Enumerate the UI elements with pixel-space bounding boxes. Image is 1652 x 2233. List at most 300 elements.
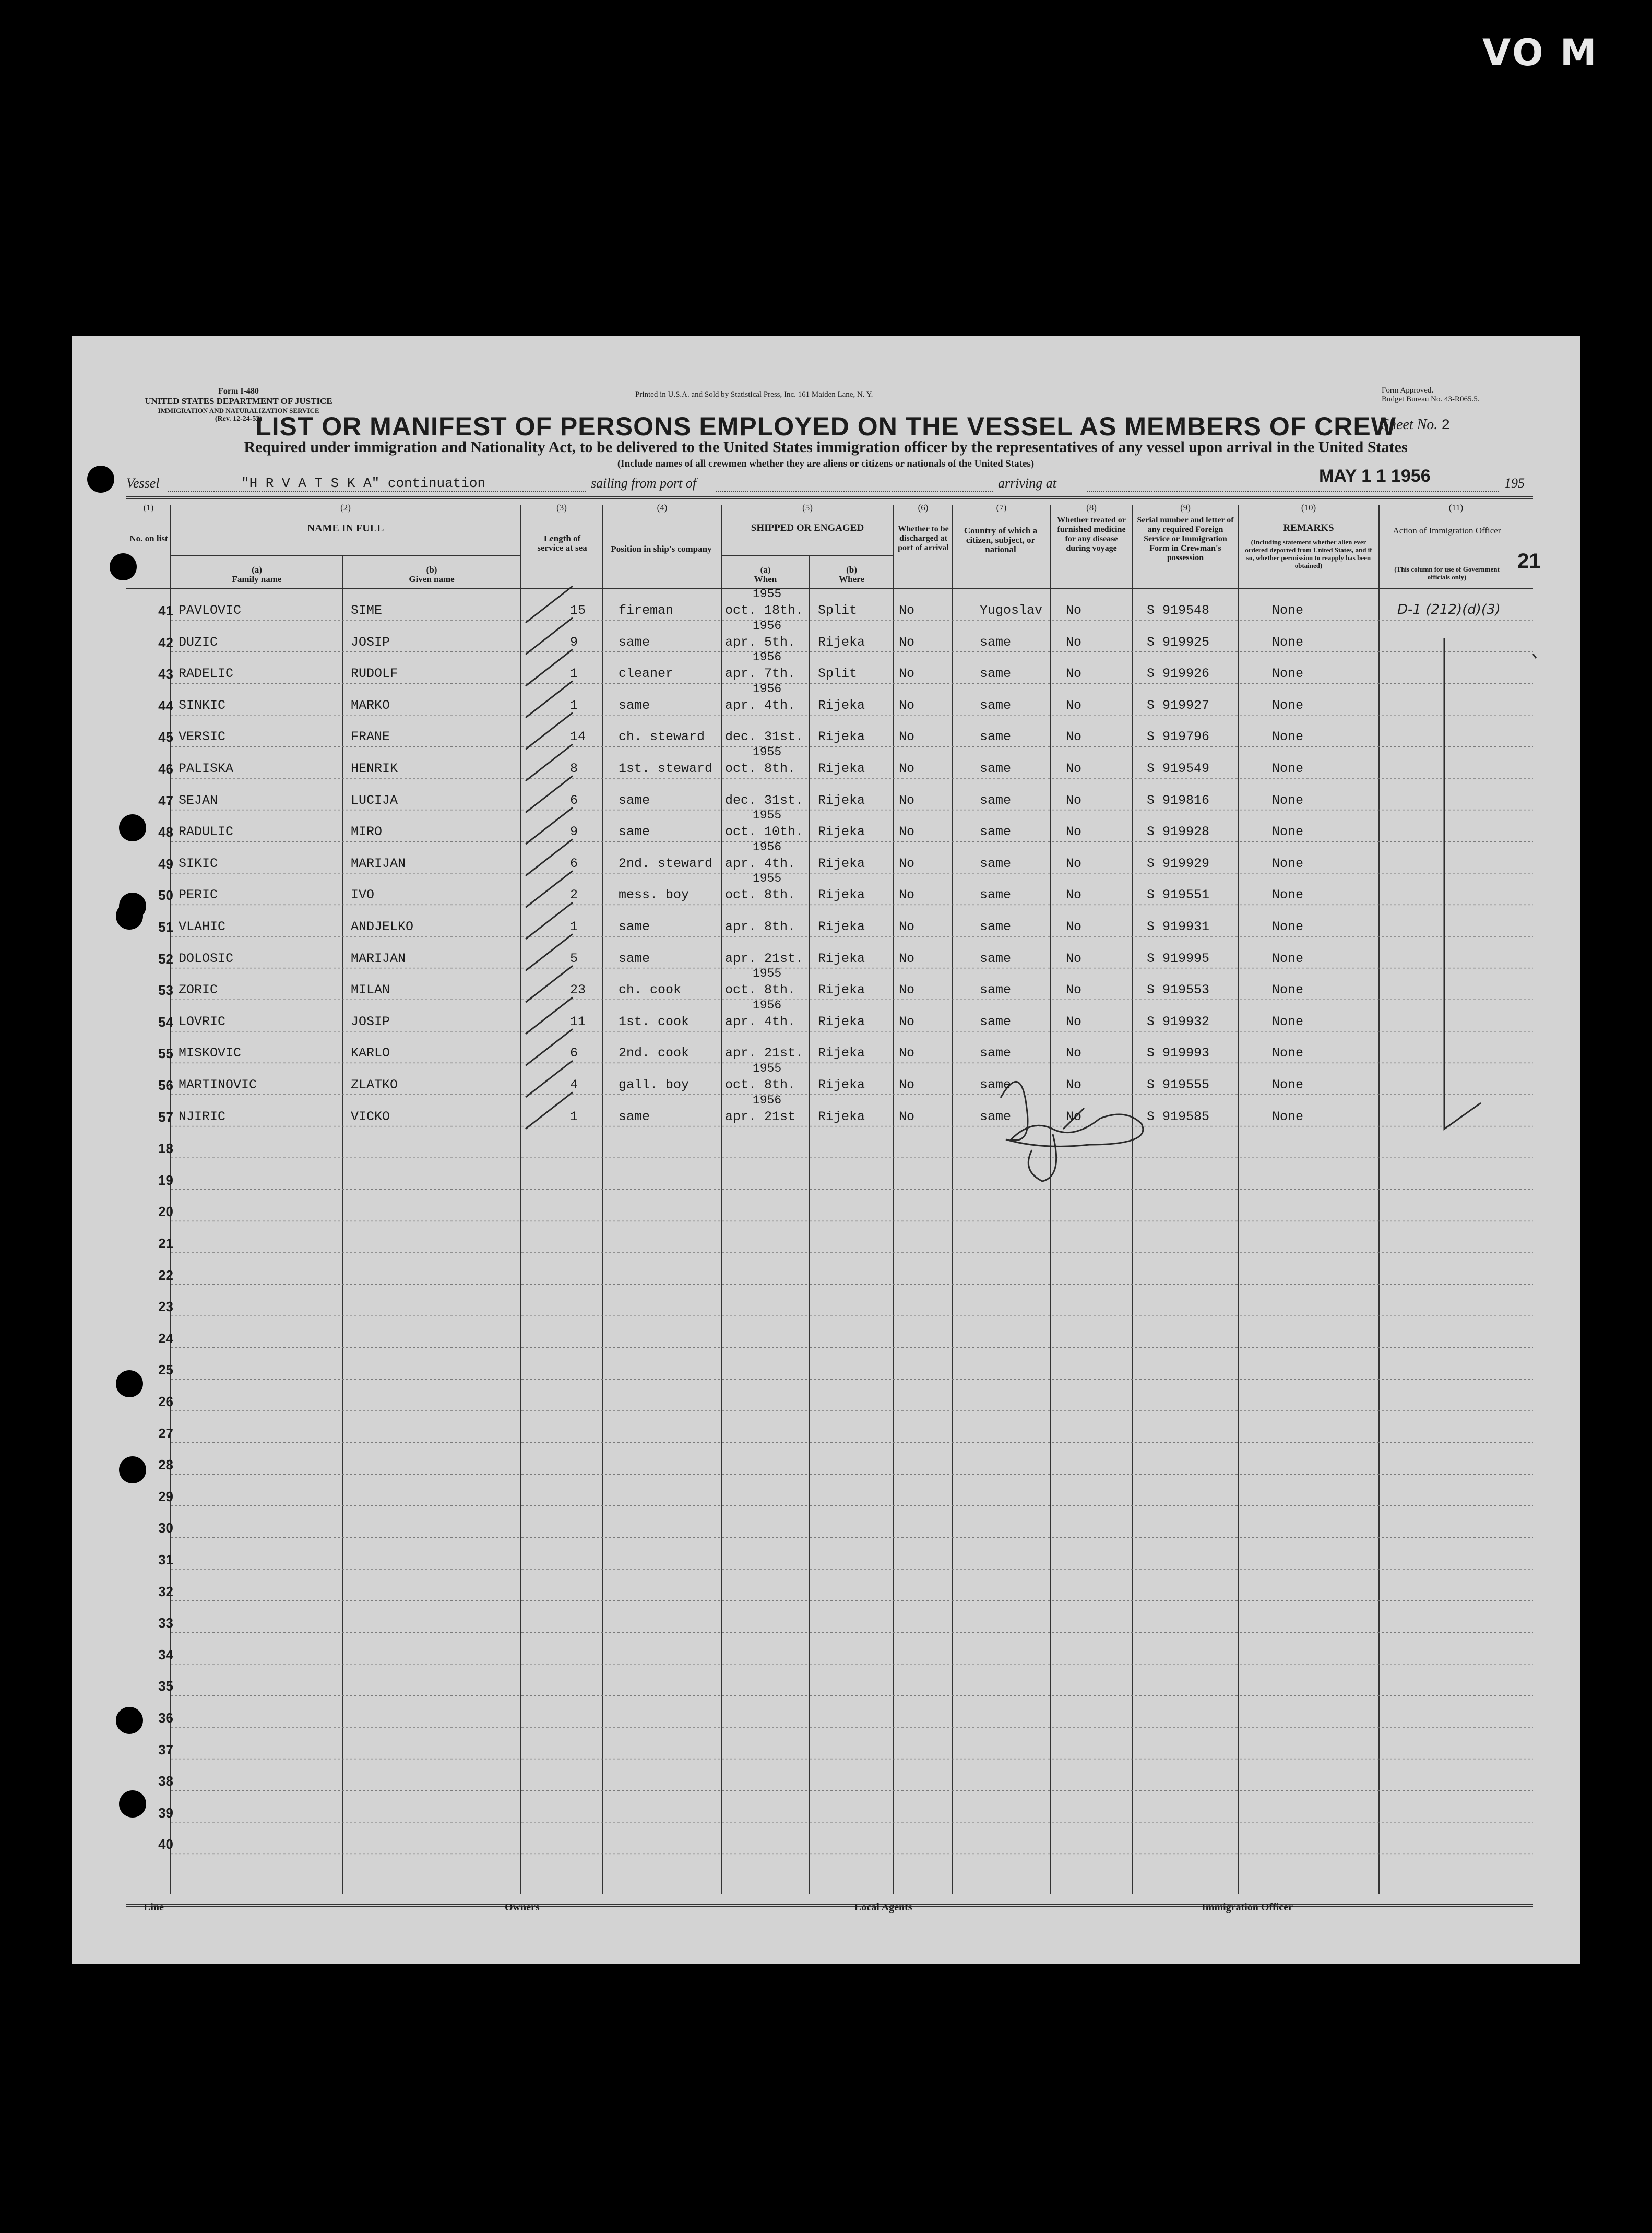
punch-hole (116, 902, 143, 930)
cell-when: dec. 31st. (725, 792, 804, 808)
col-num-4: (4) (657, 503, 668, 513)
sailing-label: sailing from port of (591, 476, 697, 491)
footer-line-label: Line (144, 1902, 164, 1913)
action-header: Action of Immigration Officer (1393, 526, 1501, 536)
cell-med: No (1066, 634, 1082, 650)
cell-disch: No (899, 951, 915, 966)
cell-year: 1955 (753, 1062, 782, 1075)
cell-med: No (1066, 792, 1082, 808)
cell-family: VERSIC (179, 729, 226, 745)
cell-remarks: None (1272, 951, 1304, 966)
cell-remarks: None (1272, 603, 1304, 618)
cell-med: No (1066, 951, 1082, 966)
cell-family: SINKIC (179, 697, 226, 713)
cell-position: 1st. steward (619, 761, 713, 776)
cell-family: NJIRIC (179, 1109, 226, 1124)
row-number: 30 (158, 1520, 173, 1536)
cell-family: PALISKA (179, 761, 234, 776)
cell-disch: No (899, 1014, 915, 1029)
cell-country: same (980, 1014, 1012, 1029)
cell-when: oct. 18th. (725, 603, 804, 618)
cell-position: cleaner (619, 666, 674, 682)
given-b: (b) (426, 565, 437, 575)
cell-given: MARIJAN (351, 856, 406, 871)
cell-med: No (1066, 603, 1082, 618)
footer-officer-label: Immigration Officer (1202, 1902, 1293, 1913)
cell-country: same (980, 1046, 1012, 1061)
family-a: (a) (252, 565, 262, 575)
arriving-label: arriving at (998, 476, 1056, 491)
cell-med: No (1066, 856, 1082, 871)
col-num-5: (5) (802, 503, 813, 513)
cell-serial: S 919816 (1147, 792, 1210, 808)
cell-where: Rijeka (818, 887, 865, 903)
cell-remarks: None (1272, 824, 1304, 840)
row-number: 24 (158, 1330, 173, 1346)
cell-remarks: None (1272, 1109, 1304, 1124)
cell-med: No (1066, 919, 1082, 934)
col-num-11: (11) (1448, 503, 1464, 513)
cell-disch: No (899, 634, 915, 650)
row-number: 34 (158, 1646, 173, 1662)
row-number: 33 (158, 1615, 173, 1631)
form-approved: Form Approved. (1382, 386, 1434, 395)
serial-header: Serial number and letter of any required Foreign Service or Immigration Form in Crewman's possession (1137, 516, 1234, 562)
revision: (Rev. 12-24-52) (215, 415, 263, 423)
cell-serial: S 919927 (1147, 697, 1210, 713)
department: UNITED STATES DEPARTMENT OF JUSTICE (145, 396, 332, 406)
cell-length: 6 (570, 856, 578, 871)
cell-serial: S 919931 (1147, 919, 1210, 934)
cell-disch: No (899, 887, 915, 903)
cell-when: apr. 21st. (725, 1046, 804, 1061)
cell-when: apr. 5th. (725, 634, 796, 650)
cell-length: 4 (570, 1077, 578, 1092)
name-in-full-header: NAME IN FULL (307, 522, 384, 534)
cell-position: 2nd. steward (619, 856, 713, 871)
cell-when: apr. 4th. (725, 856, 796, 871)
row-number: 54 (158, 1014, 173, 1030)
cell-serial: S 919925 (1147, 634, 1210, 650)
cell-given: JOSIP (351, 1014, 390, 1029)
punch-hole (119, 1790, 146, 1818)
service: IMMIGRATION AND NATURALIZATION SERVICE (158, 407, 319, 414)
cell-where: Split (818, 603, 858, 618)
cell-when: apr. 4th. (725, 697, 796, 713)
cell-med: No (1066, 982, 1082, 998)
cell-remarks: None (1272, 792, 1304, 808)
cell-where: Rijeka (818, 919, 865, 934)
form-number: Form I-480 (218, 387, 259, 396)
cell-remarks: None (1272, 697, 1304, 713)
cell-where: Rijeka (818, 1109, 865, 1124)
sheet-value: 2 (1441, 418, 1451, 434)
row-number: 42 (158, 634, 173, 650)
cell-length: 8 (570, 761, 578, 776)
cell-given: KARLO (351, 1046, 390, 1061)
cell-position: same (619, 1109, 650, 1124)
row-number: 31 (158, 1552, 173, 1567)
cell-country: same (980, 887, 1012, 903)
row-number: 20 (158, 1204, 173, 1220)
cell-family: LOVRIC (179, 1014, 226, 1029)
cell-remarks: None (1272, 856, 1304, 871)
where-header: Where (839, 574, 864, 584)
cell-med: No (1066, 729, 1082, 745)
punch-hole (87, 466, 114, 493)
row-number: 44 (158, 697, 173, 714)
punch-hole (110, 553, 137, 580)
printer-note: Printed in U.S.A. and Sold by Statistical Press, Inc. 161 Maiden Lane, N. Y. (635, 390, 873, 399)
discharged-header: Whether to be discharged at port of arrival (898, 525, 949, 552)
cell-given: MIRO (351, 824, 383, 840)
punch-hole (119, 1456, 146, 1483)
cell-serial: S 919585 (1147, 1109, 1210, 1124)
row-number: 49 (158, 856, 173, 872)
cell-med: No (1066, 761, 1082, 776)
cell-year: 1956 (753, 998, 782, 1012)
row-number: 53 (158, 982, 173, 999)
cell-when: oct. 8th. (725, 1077, 796, 1092)
cell-disch: No (899, 761, 915, 776)
cell-where: Rijeka (818, 729, 865, 745)
cell-year: 1956 (753, 682, 782, 696)
row-number: 45 (158, 729, 173, 745)
cell-position: mess. boy (619, 887, 690, 903)
no-on-list-header: No. on list (129, 533, 168, 543)
cell-remarks: None (1272, 919, 1304, 934)
cell-serial: S 919928 (1147, 824, 1210, 840)
cell-remarks: None (1272, 761, 1304, 776)
cell-length: 1 (570, 919, 578, 934)
page-title: LIST OR MANIFEST OF PERSONS EMPLOYED ON THE VESSEL AS MEMBERS OF CREW (255, 412, 1396, 441)
cell-disch: No (899, 1046, 915, 1061)
cell-where: Rijeka (818, 824, 865, 840)
cell-year: 1955 (753, 809, 782, 823)
cell-length: 1 (570, 1109, 578, 1124)
cell-serial: S 919929 (1147, 856, 1210, 871)
cell-serial: S 919796 (1147, 729, 1210, 745)
cell-given: VICKO (351, 1109, 390, 1124)
given-name-header: Given name (409, 574, 455, 584)
cell-position: gall. boy (619, 1077, 690, 1092)
cell-family: PAVLOVIC (179, 603, 242, 618)
medicine-header: Whether treated or furnished medicine for any disease during voyage (1057, 516, 1126, 553)
cell-where: Rijeka (818, 634, 865, 650)
action-subheader: (This column for use of Government officials only) (1394, 565, 1500, 581)
cell-position: same (619, 634, 650, 650)
cell-remarks: None (1272, 887, 1304, 903)
cell-when: oct. 8th. (725, 887, 796, 903)
position-header: Position in ship's company (611, 544, 712, 554)
cell-disch: No (899, 603, 915, 618)
cell-where: Rijeka (818, 697, 865, 713)
col-num-3: (3) (556, 503, 567, 513)
cell-disch: No (899, 856, 915, 871)
cell-remarks: None (1272, 1077, 1304, 1092)
cell-position: same (619, 697, 650, 713)
shipped-header: SHIPPED OR ENGAGED (751, 522, 864, 533)
cell-year: 1956 (753, 619, 782, 633)
row-number: 51 (158, 919, 173, 935)
cell-length: 6 (570, 792, 578, 808)
cell-serial: S 919553 (1147, 982, 1210, 998)
cell-when: apr. 21st (725, 1109, 796, 1124)
year-suffix: 195 (1504, 476, 1525, 491)
cell-med: No (1066, 824, 1082, 840)
row-number: 55 (158, 1046, 173, 1062)
cell-med: No (1066, 1109, 1082, 1124)
cell-med: No (1066, 697, 1082, 713)
cell-year: 1956 (753, 650, 782, 664)
cell-given: MILAN (351, 982, 390, 998)
row-number: 27 (158, 1425, 173, 1441)
cell-family: VLAHIC (179, 919, 226, 934)
subtitle: Required under immigration and Nationality Act, to be delivered to the United States immigration officer by the representatives of any vessel upon arrival in the United States (244, 438, 1408, 456)
row-number: 28 (158, 1457, 173, 1473)
cell-given: MARIJAN (351, 951, 406, 966)
signature (1001, 1082, 1143, 1181)
cell-when: apr. 4th. (725, 1014, 796, 1029)
row-number: 23 (158, 1299, 173, 1315)
cell-country: same (980, 634, 1012, 650)
row-number: 48 (158, 824, 173, 840)
row-number: 19 (158, 1172, 173, 1188)
cell-family: SEJAN (179, 792, 218, 808)
row-number: 38 (158, 1773, 173, 1789)
row-number: 35 (158, 1678, 173, 1694)
row-number: 36 (158, 1710, 173, 1726)
when-header: When (754, 574, 777, 584)
cell-when: dec. 31st. (725, 729, 804, 745)
vessel-label: Vessel (126, 476, 160, 491)
row-number: 39 (158, 1804, 173, 1821)
cell-length: 15 (570, 603, 586, 618)
punch-hole (119, 814, 146, 841)
cell-given: ZLATKO (351, 1077, 398, 1092)
cell-given: IVO (351, 887, 375, 903)
cell-disch: No (899, 729, 915, 745)
cell-disch: No (899, 919, 915, 934)
row-number: 32 (158, 1583, 173, 1599)
cell-serial: S 919995 (1147, 951, 1210, 966)
arrival-date-stamp: MAY 1 1 1956 (1319, 466, 1431, 486)
cell-given: LUCIJA (351, 792, 398, 808)
cell-family: ZORIC (179, 982, 218, 998)
cell-remarks: None (1272, 666, 1304, 682)
row-number: 46 (158, 761, 173, 777)
cell-country: same (980, 951, 1012, 966)
budget-number: Budget Bureau No. 43-R065.5. (1382, 395, 1480, 403)
col-num-8: (8) (1086, 503, 1097, 513)
cell-position: same (619, 792, 650, 808)
punch-hole (116, 1707, 143, 1734)
cell-position: fireman (619, 603, 674, 618)
cell-where: Rijeka (818, 792, 865, 808)
action-note: D-1 (212)(d)(3) (1397, 602, 1501, 617)
cell-country: same (980, 1109, 1012, 1124)
vessel-name: "H R V A T S K A" continuation (241, 476, 486, 491)
cell-position: same (619, 951, 650, 966)
col-num-2: (2) (340, 503, 351, 513)
cell-where: Rijeka (818, 982, 865, 998)
col-num-10: (10) (1301, 503, 1316, 513)
row-number: 57 (158, 1109, 173, 1125)
cell-family: SIKIC (179, 856, 218, 871)
cell-med: No (1066, 1046, 1082, 1061)
cell-year: 1955 (753, 745, 782, 759)
cell-given: MARKO (351, 697, 390, 713)
cell-position: same (619, 919, 650, 934)
punch-hole (116, 1370, 143, 1397)
cell-disch: No (899, 824, 915, 840)
country-header: Country of which a citizen, subject, or national (964, 526, 1038, 554)
cell-position: ch. steward (619, 729, 705, 745)
cell-where: Split (818, 666, 858, 682)
cell-country: same (980, 729, 1012, 745)
cell-length: 6 (570, 1046, 578, 1061)
row-number: 25 (158, 1362, 173, 1378)
row-number: 26 (158, 1394, 173, 1409)
cell-serial: S 919549 (1147, 761, 1210, 776)
cell-disch: No (899, 666, 915, 682)
cell-country: same (980, 856, 1012, 871)
cell-serial: S 919551 (1147, 887, 1210, 903)
cell-med: No (1066, 1077, 1082, 1092)
cell-given: SIME (351, 603, 383, 618)
cell-given: ANDJELKO (351, 919, 414, 934)
length-header: Length of service at sea (537, 533, 587, 553)
cell-given: JOSIP (351, 634, 390, 650)
cell-when: apr. 8th. (725, 919, 796, 934)
cell-when: oct. 8th. (725, 761, 796, 776)
row-number: 21 (158, 1236, 173, 1251)
sheet-label: Sheet No. (1382, 417, 1438, 433)
cell-family: MISKOVIC (179, 1046, 242, 1061)
cell-year: 1956 (753, 840, 782, 854)
row-number: 52 (158, 951, 173, 967)
cell-year: 1956 (753, 1093, 782, 1107)
cell-med: No (1066, 1014, 1082, 1029)
col-num-9: (9) (1180, 503, 1191, 513)
cell-med: No (1066, 887, 1082, 903)
corner-mark: VO M (1482, 31, 1599, 74)
row-number: 22 (158, 1267, 173, 1283)
cell-family: DUZIC (179, 634, 218, 650)
cell-serial: S 919993 (1147, 1046, 1210, 1061)
cell-year: 1955 (753, 872, 782, 886)
col-num-6: (6) (918, 503, 929, 513)
cell-where: Rijeka (818, 1077, 865, 1092)
cell-disch: No (899, 792, 915, 808)
cell-country: same (980, 919, 1012, 934)
cell-where: Rijeka (818, 761, 865, 776)
where-b: (b) (846, 565, 857, 575)
cell-remarks: None (1272, 982, 1304, 998)
cell-where: Rijeka (818, 856, 865, 871)
cell-disch: No (899, 1077, 915, 1092)
row-number: 56 (158, 1077, 173, 1093)
cell-family: RADULIC (179, 824, 234, 840)
cell-country: same (980, 666, 1012, 682)
cell-when: apr. 21st. (725, 951, 804, 966)
cell-given: FRANE (351, 729, 390, 745)
cell-year: 1955 (753, 587, 782, 601)
cell-when: oct. 10th. (725, 824, 804, 840)
cell-position: same (619, 824, 650, 840)
cell-disch: No (899, 697, 915, 713)
when-a: (a) (760, 565, 771, 575)
cell-serial: S 919926 (1147, 666, 1210, 682)
cell-length: 23 (570, 982, 586, 998)
cell-country: same (980, 792, 1012, 808)
footer-agents-label: Local Agents (854, 1902, 912, 1913)
cell-given: RUDOLF (351, 666, 398, 682)
cell-serial: S 919555 (1147, 1077, 1210, 1092)
row-number: 18 (158, 1141, 173, 1157)
cell-where: Rijeka (818, 951, 865, 966)
cell-remarks: None (1272, 729, 1304, 745)
remarks-header: REMARKS (1283, 522, 1334, 533)
cell-country: same (980, 1077, 1012, 1092)
cell-position: ch. cook (619, 982, 682, 998)
cell-country: same (980, 697, 1012, 713)
row-number: 29 (158, 1488, 173, 1504)
cell-length: 11 (570, 1014, 586, 1029)
cell-remarks: None (1272, 1014, 1304, 1029)
cell-disch: No (899, 1109, 915, 1124)
cell-country: same (980, 982, 1012, 998)
include-note: (Include names of all crewmen whether they are aliens or citizens or nationals of the United States) (617, 458, 1035, 469)
cell-where: Rijeka (818, 1014, 865, 1029)
row-number: 47 (158, 792, 173, 809)
cell-serial: S 919932 (1147, 1014, 1210, 1029)
row-number: 37 (158, 1741, 173, 1757)
cell-when: apr. 7th. (725, 666, 796, 682)
cell-disch: No (899, 982, 915, 998)
cell-family: PERIC (179, 887, 218, 903)
cell-year: 1955 (753, 967, 782, 981)
footer-owners-label: Owners (505, 1902, 540, 1913)
cell-when: oct. 8th. (725, 982, 796, 998)
row-number: 43 (158, 666, 173, 682)
cell-med: No (1066, 666, 1082, 682)
cell-family: RADELIC (179, 666, 234, 682)
remarks-subheader: (Including statement whether alien ever ordered deported from United States, and if so, whether permission to reapply has been obtained) (1245, 538, 1372, 569)
cell-serial: S 919548 (1147, 603, 1210, 618)
cell-length: 1 (570, 666, 578, 682)
cell-remarks: None (1272, 634, 1304, 650)
cell-family: DOLOSIC (179, 951, 234, 966)
row-number: 41 (158, 603, 173, 619)
cell-country: same (980, 761, 1012, 776)
family-name-header: Family name (232, 574, 282, 584)
cell-remarks: None (1272, 1046, 1304, 1061)
row-number: 40 (158, 1836, 173, 1852)
col-num-7: (7) (996, 503, 1007, 513)
manifest-page (72, 336, 1580, 1964)
col-num-1: (1) (143, 503, 154, 513)
row-number: 50 (158, 887, 173, 904)
cell-given: HENRIK (351, 761, 398, 776)
cell-length: 2 (570, 887, 578, 903)
cell-length: 14 (570, 729, 586, 745)
cell-length: 9 (570, 634, 578, 650)
cell-country: Yugoslav (980, 603, 1043, 618)
cell-length: 1 (570, 697, 578, 713)
cell-position: 1st. cook (619, 1014, 690, 1029)
cell-position: 2nd. cook (619, 1046, 690, 1061)
